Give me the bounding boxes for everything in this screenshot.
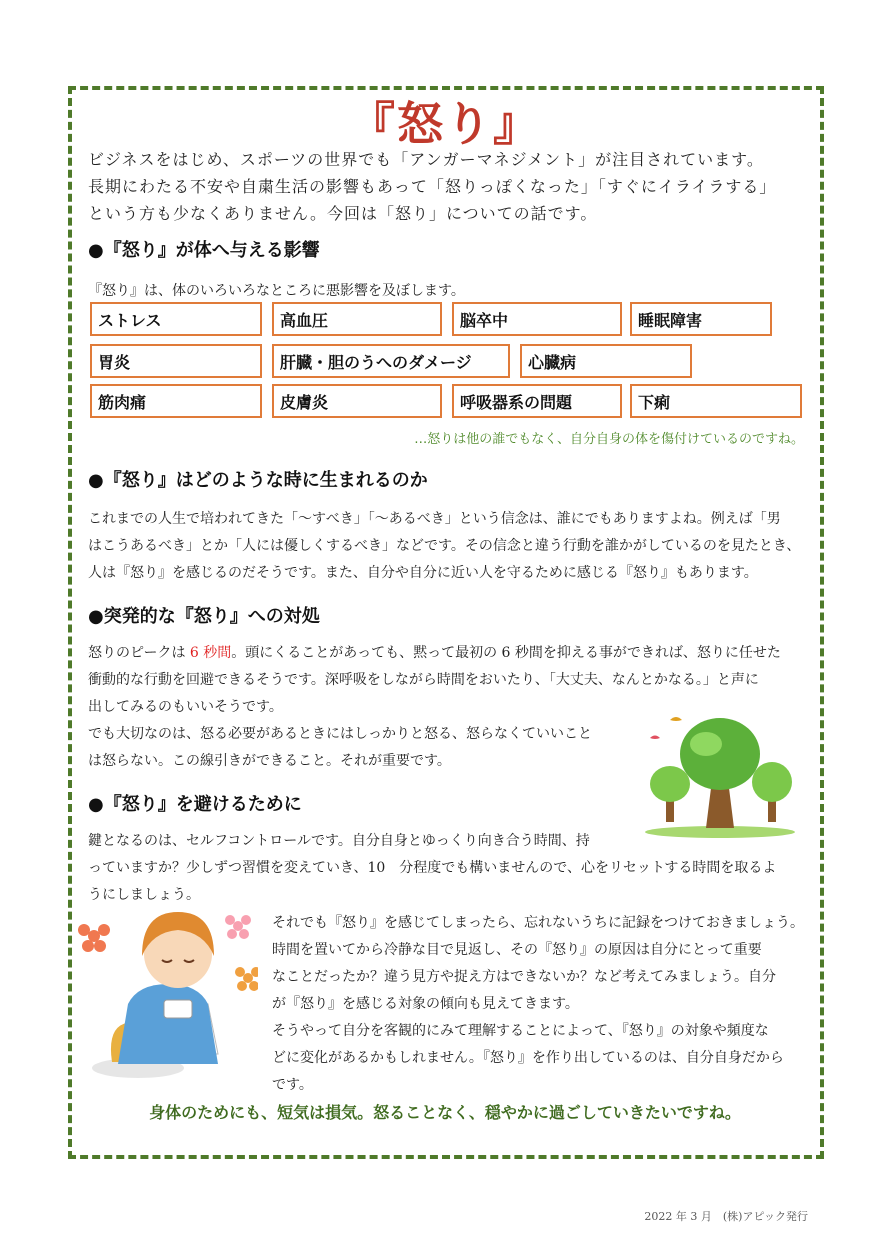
effect-box: 睡眠障害 bbox=[630, 302, 772, 336]
text-line: それでも『怒り』を感じてしまったら、忘れないうちに記録をつけておきましょう。 bbox=[272, 915, 804, 931]
text-line: 人は『怒り』を感じるのだそうです。また、自分や自分に近い人を守るために感じる『怒り』もあります。 bbox=[88, 565, 758, 581]
effect-box: 皮膚炎 bbox=[272, 384, 442, 418]
intro-line: という方も少なくありません。今回は「怒り」についての話です。 bbox=[88, 204, 598, 223]
effect-box: 下痢 bbox=[630, 384, 802, 418]
trees-illustration bbox=[640, 704, 800, 839]
avoid-text bbox=[88, 828, 808, 909]
section-heading-avoid: ●『怒り』を避けるために bbox=[88, 794, 302, 815]
text-line: っていますか？少しずつ習慣を変えていき、10 分程度でも構いませんので、心をリセットする時間を取るよ bbox=[88, 860, 777, 876]
section-heading-origin: ●『怒り』はどのような時に生まれるのか bbox=[88, 470, 428, 491]
section-heading-effects: ●『怒り』が体へ与える影響 bbox=[88, 240, 320, 261]
text-line: うにしましょう。 bbox=[88, 887, 200, 903]
effect-box: 肝臓・胆のうへのダメージ bbox=[272, 344, 510, 378]
page-title: 『怒り』 bbox=[349, 97, 541, 151]
effect-box: 高血圧 bbox=[272, 302, 442, 336]
text-line: 鍵となるのは、セルフコントロールです。自分自身とゆっくり向き合う時間、持 bbox=[88, 833, 590, 849]
effect-box: ストレス bbox=[90, 302, 262, 336]
effect-box: 筋肉痛 bbox=[90, 384, 262, 418]
text-line: これまでの人生で培われてきた「～すべき」「～あるべき」という信念は、誰にでもありますよね。例えば「男 bbox=[88, 511, 781, 527]
text-line: そうやって自分を客観的にみて理解することによって、『怒り』の対象や頻度な bbox=[272, 1023, 769, 1039]
footer-publisher: 2022 年 3 月 (株)アピック発行 bbox=[644, 1210, 808, 1223]
closing-message: 身体のためにも、短気は損気。怒ることなく、穏やかに過ごしていきたいですね。 bbox=[149, 1103, 741, 1122]
text-line: です。 bbox=[272, 1077, 313, 1093]
peak-text: 怒りのピークは bbox=[88, 645, 190, 661]
intro-text bbox=[88, 146, 808, 227]
text-line: 出してみるのもいいそうです。 bbox=[88, 699, 283, 715]
effects-lead: 『怒り』は、体のいろいろなところに悪影響を及ぼします。 bbox=[88, 283, 465, 299]
text-line: 時間を置いてから冷静な目で見返し、その『怒り』の原因は自分にとって重要 bbox=[272, 942, 762, 958]
origin-text bbox=[88, 506, 808, 587]
woman-tea-illustration bbox=[78, 904, 258, 1084]
text-line: どに変化があるかもしれません。『怒り』を作り出しているのは、自分自身だから bbox=[272, 1050, 784, 1066]
text-line: は怒らない。この線引きができること。それが重要です。 bbox=[88, 753, 451, 769]
peak-text-rest: 。頭にくることがあっても、黙って最初の 6 秒間を抑える事ができれば、怒りに任せた bbox=[231, 645, 781, 661]
effect-box: 胃炎 bbox=[90, 344, 262, 378]
intro-line: 長期にわたる不安や自粛生活の影響もあって「怒りっぽくなった」「すぐにイライラする」 bbox=[88, 177, 777, 196]
effect-box: 脳卒中 bbox=[452, 302, 622, 336]
text-line: 衝動的な行動を回避できるそうです。深呼吸をしながら時間をおいたり、「大丈夫、なんとかなる。」と声に bbox=[88, 672, 759, 688]
effects-note: …怒りは他の誰でもなく、自分自身の体を傷付けているのですね。 bbox=[414, 432, 804, 447]
text-line: なことだったか？違う見方や捉え方はできないか？など考えてみましょう。自分 bbox=[272, 969, 776, 985]
section-heading-coping: ●突発的な『怒り』への対処 bbox=[88, 606, 320, 627]
text-line: が『怒り』を感じる対象の傾向も見えてきます。 bbox=[272, 996, 579, 1012]
avoid-text-2 bbox=[272, 910, 812, 1099]
text-line bbox=[88, 640, 808, 667]
six-seconds-highlight: 6 秒間 bbox=[189, 645, 232, 661]
effect-box: 心臓病 bbox=[520, 344, 692, 378]
effect-box: 呼吸器系の問題 bbox=[452, 384, 622, 418]
text-line: はこうあるべき」とか「人には優しくするべき」などです。その信念と違う行動を誰かがしているのを見たとき、 bbox=[88, 538, 801, 554]
text-line: でも大切なのは、怒る必要があるときにはしっかりと怒る、怒らなくていいこと bbox=[88, 726, 592, 742]
intro-line: ビジネスをはじめ、スポーツの世界でも「アンガーマネジメント」が注目されています。 bbox=[88, 150, 764, 169]
